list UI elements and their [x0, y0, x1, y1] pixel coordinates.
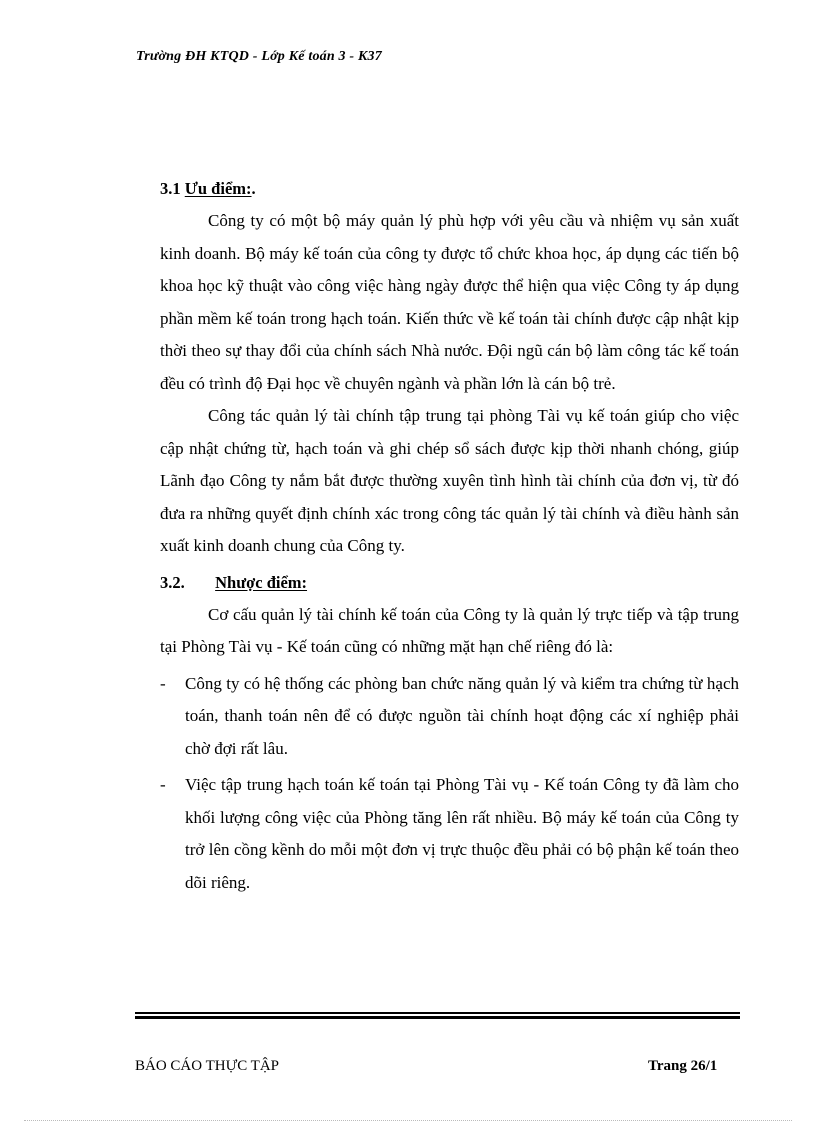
section-title: Nhược điểm: [215, 572, 308, 592]
page-number: Trang 26/1 [648, 1058, 718, 1074]
list-item-text: Công ty có hệ thống các phòng ban chức năng quản lý và kiểm tra chứng từ hạch toán, thanh toán nên để có được nguồn tài chính hoạt động các xí nghiệp phải chờ đợi rất lâu. [185, 673, 739, 758]
footer-rule-thick [135, 1016, 740, 1019]
section-title: Ưu điểm: [184, 179, 252, 198]
section-heading-advantages [160, 176, 739, 202]
section-heading-disadvantages [160, 570, 739, 596]
section-number: 3.2. [160, 572, 185, 592]
paragraph: Cơ cấu quản lý tài chính kế toán của Công ty là quản lý trực tiếp và tập trung tại Phòng Tài vụ - Kế toán cũng có những mặt hạn chế riêng đó là: [160, 604, 739, 656]
document-body [160, 176, 739, 903]
bullet-list [160, 668, 739, 900]
paragraph: Công ty có một bộ máy quản lý phù hợp với yêu cầu và nhiệm vụ sản xuất kinh doanh. Bộ máy kế toán của công ty được tổ chức khoa học, áp dụng các tiến bộ khoa học kỹ thuật vào công việc hàng ngày được thể hiện qua việc Công ty áp dụng phần mềm kế toán trong hạch toán. Kiến thức về kế toán tài chính được cập nhật kịp thời theo sự thay đổi của chính sách Nhà nước. Đội ngũ cán bộ làm công tác kế toán đều có trình độ Đại học về chuyên ngành và phần lớn là cán bộ trẻ. [160, 211, 739, 393]
bullet-marker: - [160, 673, 166, 693]
list-item-text: Việc tập trung hạch toán kế toán tại Phòng Tài vụ - Kế toán Công ty đã làm cho khối lượng công việc của Phòng tăng lên rất nhiều. Bộ máy kế toán của Công ty trở lên cồng kềnh do mỗi một đơn vị trực thuộc đều phải có bộ phận kế toán theo dõi riêng. [185, 775, 739, 892]
section-number: 3.1 [160, 179, 181, 198]
paragraph: Công tác quản lý tài chính tập trung tại phòng Tài vụ kế toán giúp cho việc cập nhật chứng từ, hạch toán và ghi chép sổ sách được kịp thời nhanh chóng, giúp Lãnh đạo Công ty nắm bắt được thường xuyên tình hình tài chính của đơn vị, từ đó đưa ra những quyết định chính xác trong công tác quản lý tài chính và điều hành sản xuất kinh doanh chung của Công ty. [160, 406, 739, 555]
page-header: Trường ĐH KTQD - Lớp Kế toán 3 - K37 [136, 49, 382, 64]
footer-rule-thick [135, 1012, 740, 1014]
page-edge-divider [24, 1120, 792, 1121]
list-item [160, 668, 739, 766]
bullet-marker: - [160, 775, 166, 794]
list-item [160, 769, 739, 899]
footer-title: BÁO CÁO THỰC TẬP [135, 1058, 280, 1074]
section-title-suffix: . [251, 179, 256, 198]
